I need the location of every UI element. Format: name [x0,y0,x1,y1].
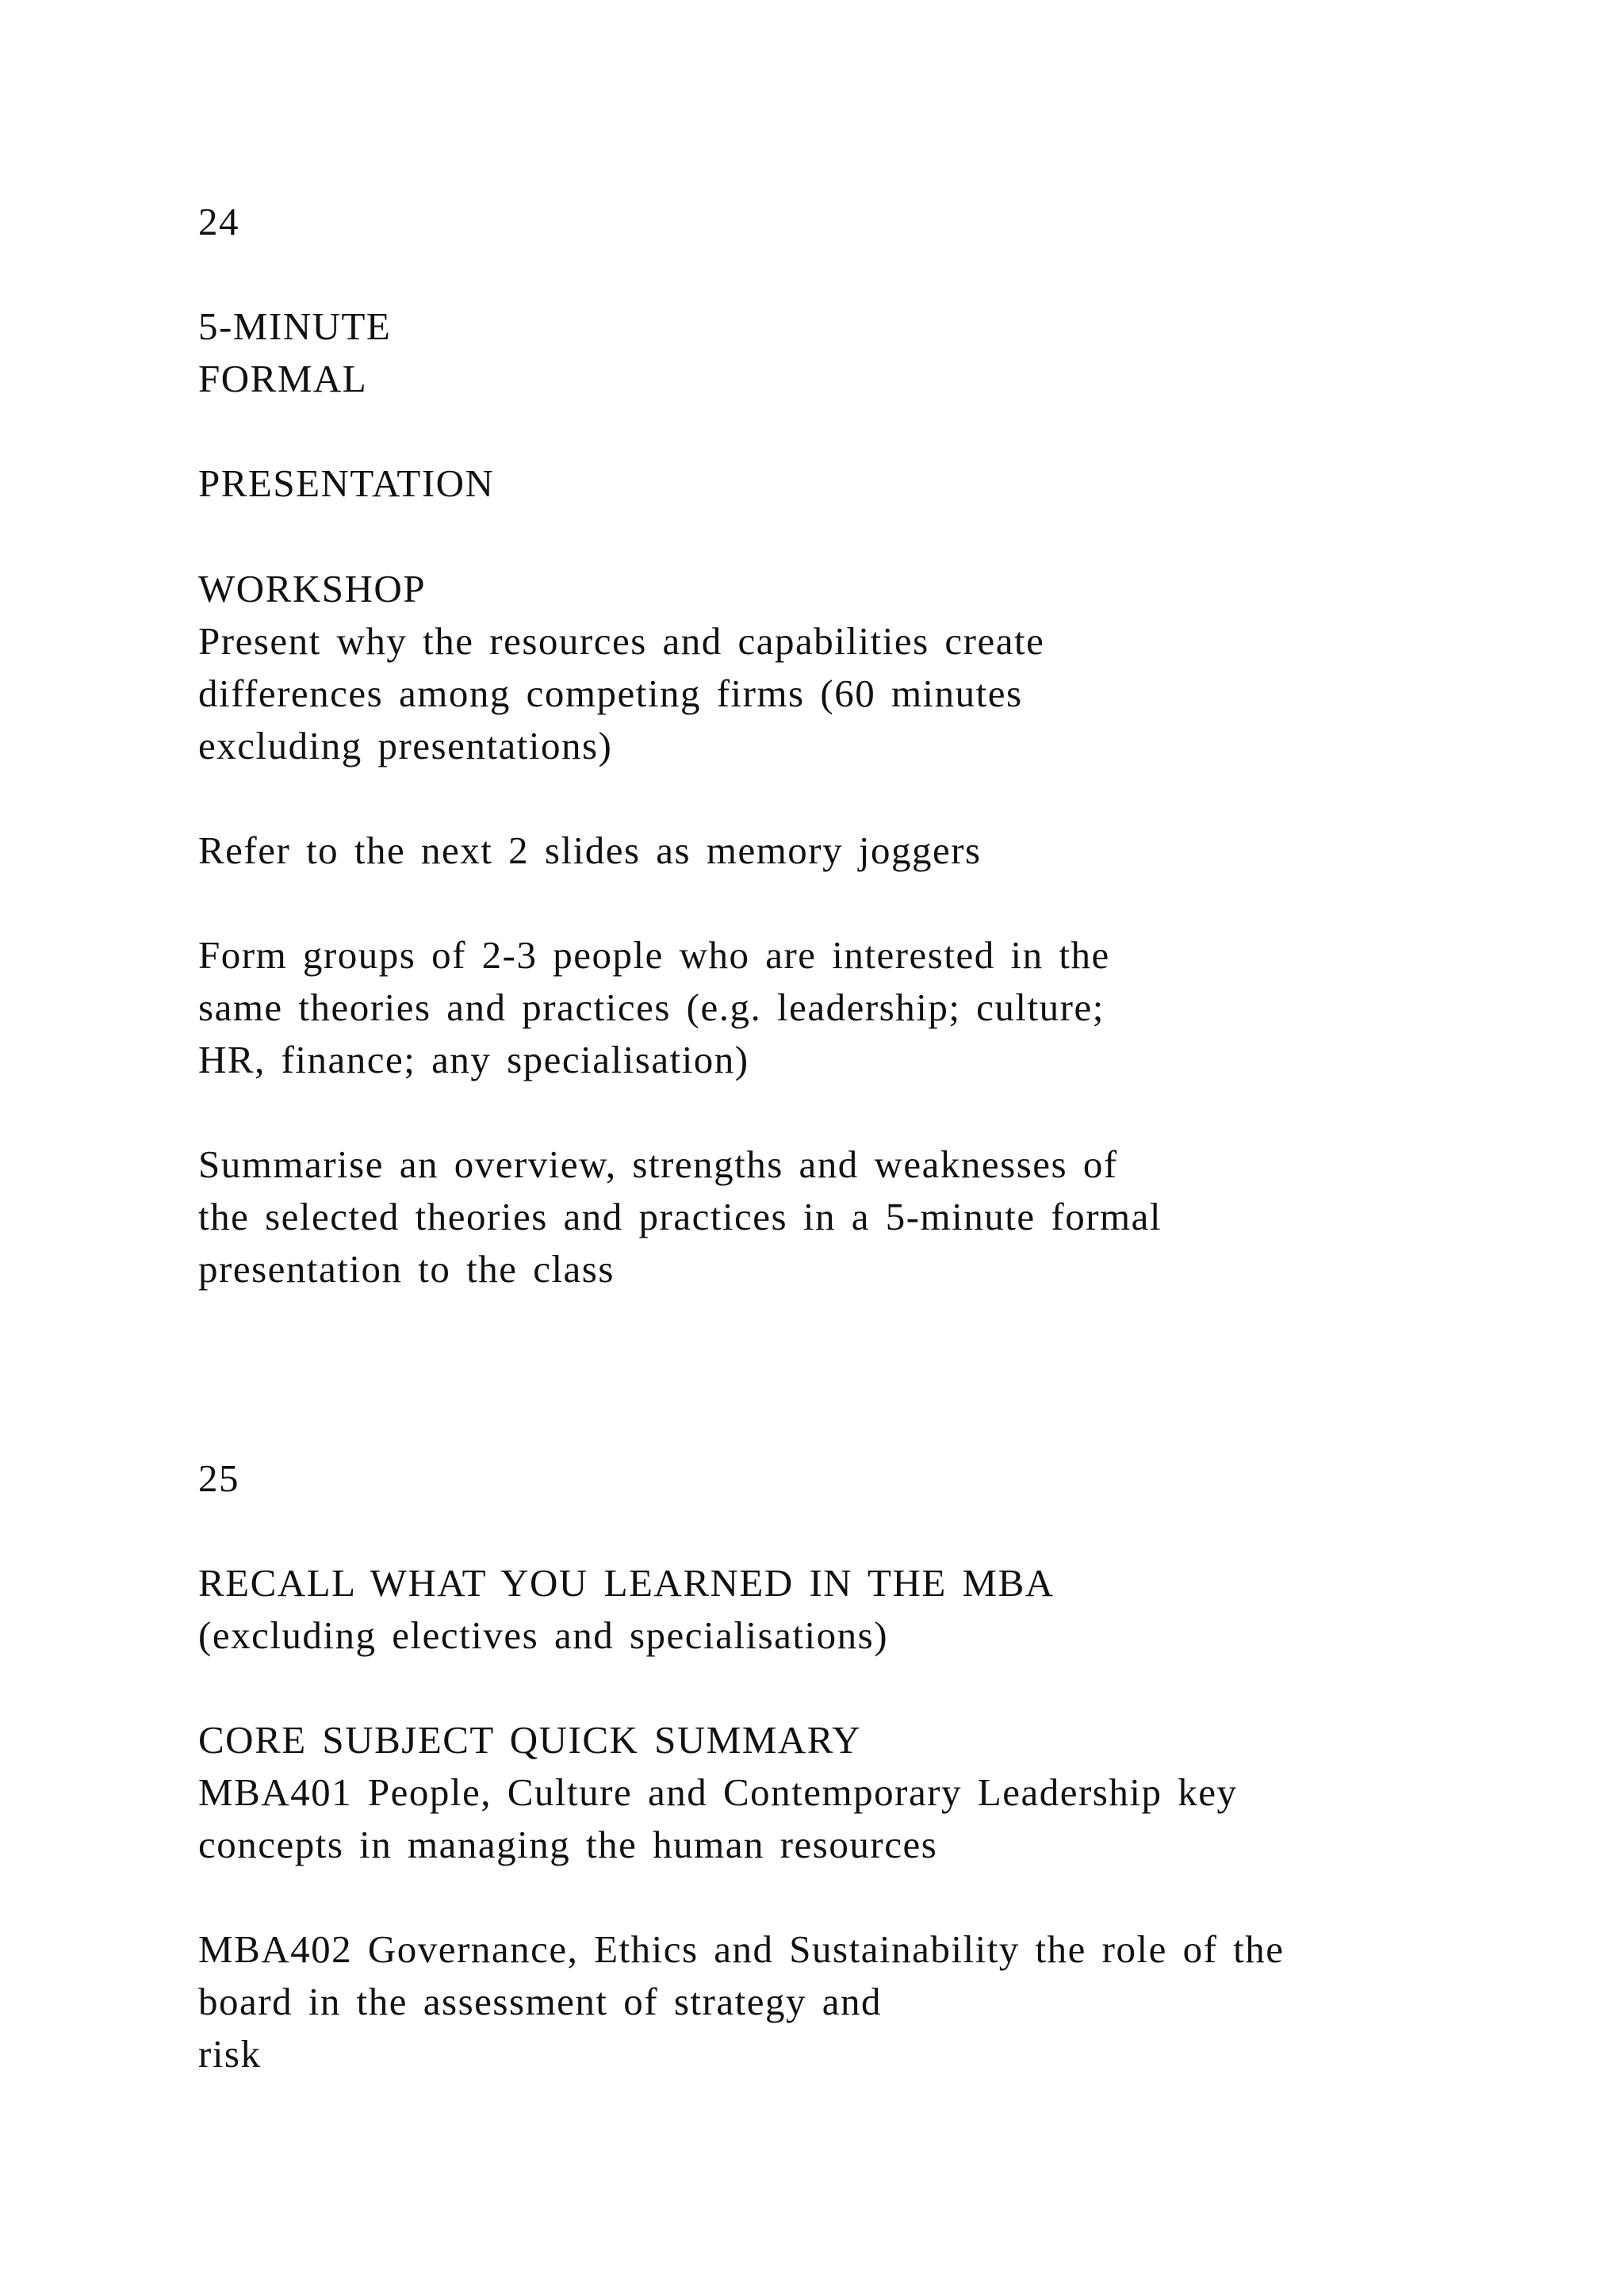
text-line: Refer to the next 2 slides as memory joggers [198,828,982,872]
text-line: presentation to the class [198,1247,615,1291]
heading-line: RECALL WHAT YOU LEARNED IN THE MBA [198,1561,1055,1605]
heading-line: FORMAL [198,357,368,400]
text-line: Present why the resources and capabilities create [198,619,1045,663]
text-line: MBA401 People, Culture and Contemporary Leadership key [198,1770,1238,1814]
text-line: MBA402 Governance, Ethics and Sustainability the role of the [198,1927,1285,1971]
heading-line: PRESENTATION [198,461,495,505]
text-line: Summarise an overview, strengths and weaknesses of [198,1142,1118,1186]
text-line: risk [198,2032,262,2076]
heading-line: CORE SUBJECT QUICK SUMMARY [198,1718,862,1762]
page-number: 24 [198,200,239,243]
heading-line: WORKSHOP [198,567,426,610]
text-line: excluding presentations) [198,724,613,767]
text-line: (excluding electives and specialisations) [198,1613,889,1657]
text-line: HR, finance; any specialisation) [198,1038,749,1081]
text-line: same theories and practices (e.g. leadership; culture; [198,985,1105,1029]
page-number: 25 [198,1456,239,1500]
text-line: concepts in managing the human resources [198,1823,938,1866]
text-line: Form groups of 2-3 people who are interested in the [198,933,1110,977]
text-line: the selected theories and practices in a 5-minute formal [198,1195,1162,1238]
heading-line: 5-MINUTE [198,304,392,348]
text-line: differences among competing firms (60 minutes [198,672,1023,715]
text-line: board in the assessment of strategy and [198,1980,882,2023]
